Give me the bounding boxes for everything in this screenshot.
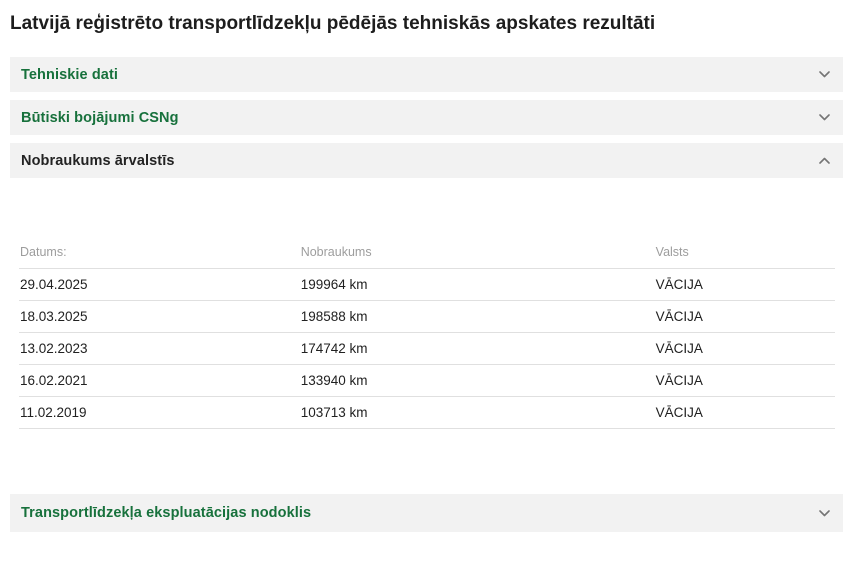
country-cell: VĀCIJA [655,301,835,333]
date-cell: 18.03.2025 [19,301,300,333]
date-cell: 16.02.2021 [19,365,300,397]
mileage-cell: 199964 km [300,269,655,301]
mileage-cell: 174742 km [300,333,655,365]
accordion-header-butiski-bojajumi[interactable] [10,100,843,135]
table-header-row [19,237,835,269]
table-row [19,301,835,333]
accordion-label: Nobraukums ārvalstīs [21,152,175,169]
date-cell: 13.02.2023 [19,333,300,365]
accordion-label: Transportlīdzekļa ekspluatācijas nodoklis [21,505,312,521]
chevron-down-icon [819,71,830,78]
mileage-abroad-section-content [0,186,860,494]
chevron-up-icon [819,157,830,164]
mileage-table [19,237,835,429]
mileage-cell: 133940 km [300,365,655,397]
accordion-header-ekspluatacijas-nodoklis[interactable] [10,494,843,532]
chevron-down-icon [819,114,830,121]
table-row [19,397,835,429]
date-cell: 29.04.2025 [19,269,300,301]
table-row [19,333,835,365]
column-header-date: Datums: [19,237,300,269]
column-header-mileage: Nobraukums [300,237,655,269]
accordion-header-nobraukums-arvalstis[interactable] [10,143,843,178]
mileage-cell: 103713 km [300,397,655,429]
country-cell: VĀCIJA [655,269,835,301]
chevron-down-icon [819,510,830,517]
page-title: Latvijā reģistrēto transportlīdzekļu pēdējās tehniskās apskates rezultāti [10,13,656,34]
accordion-label: Tehniskie dati [21,66,119,83]
accordion-label: Būtiski bojājumi CSNg [21,109,179,126]
mileage-cell: 198588 km [300,301,655,333]
column-header-country: Valsts [655,237,835,269]
table-row [19,365,835,397]
country-cell: VĀCIJA [655,397,835,429]
accordion [0,57,860,532]
accordion-header-tehniskie-dati[interactable] [10,57,843,92]
date-cell: 11.02.2019 [19,397,300,429]
table-row [19,269,835,301]
country-cell: VĀCIJA [655,333,835,365]
country-cell: VĀCIJA [655,365,835,397]
